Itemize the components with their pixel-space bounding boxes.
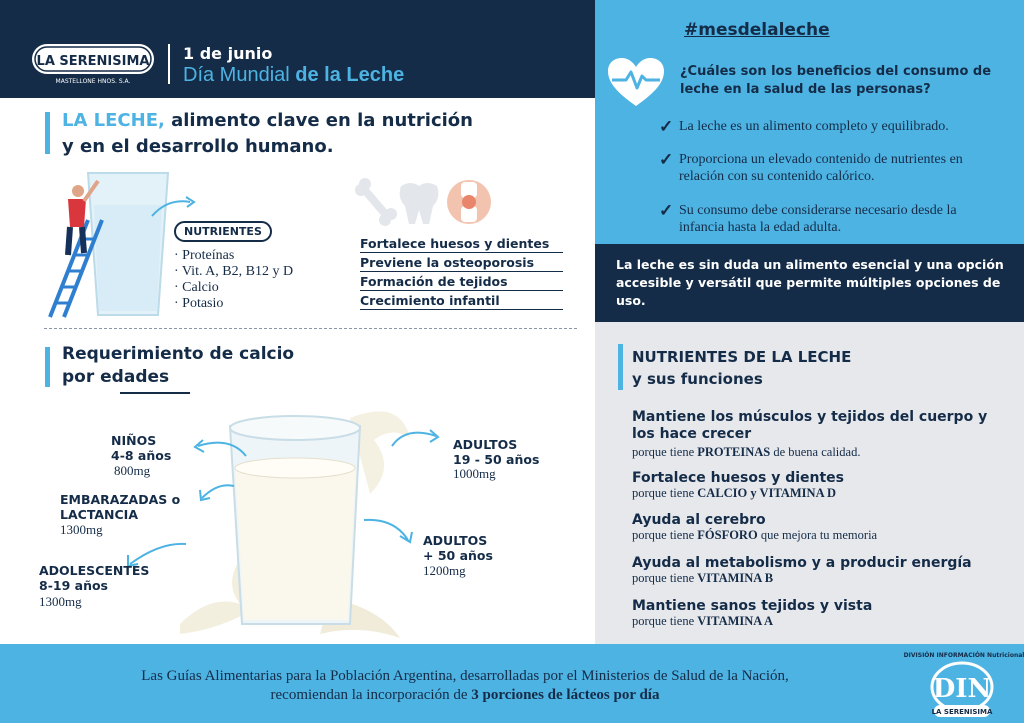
section-accent-bar (618, 344, 623, 390)
function-subtitle: porque tiene FÓSFORO que mejora tu memoria (632, 528, 878, 542)
age-group-label: ADULTOS 19 - 50 años (453, 437, 540, 467)
heart-pulse-icon (606, 56, 666, 108)
summary-text: La leche es sin duda un alimento esencial y una opción accesible y versátil que permite múltiples opciones de uso. (616, 257, 1004, 308)
function-subtitle: porque tiene PROTEINAS de buena calidad. (632, 445, 861, 459)
benefit-text: Proporciona un elevado contenido de nutrientes en relación con su contenido calórico. (679, 152, 963, 184)
svg-text:LA SERENISIMA: LA SERENISIMA (36, 54, 150, 69)
footer-line1: Las Guías Alimentarias para la Población Argentina, desarrolladas por el Ministerios de Salud de la Nación, (141, 668, 789, 684)
check-icon: ✓ (659, 117, 674, 136)
benefit-text: La leche es un alimento completo y equilibrado. (679, 119, 949, 134)
benefit-item (659, 118, 999, 135)
age-group-value: 1300mg (39, 594, 82, 609)
age-group-value: 1000mg (453, 466, 496, 481)
function-title: Mantiene sanos tejidos y vista (632, 598, 873, 614)
arrow-icon (388, 424, 444, 450)
section-accent-bar (45, 347, 50, 387)
health-icons (355, 178, 495, 226)
svg-text:DIVISIÓN INFORMACIÓN Nutricion: DIVISIÓN INFORMACIÓN Nutricional (903, 652, 1024, 659)
calcium-title-line2: por edades (62, 367, 170, 387)
benefit-item (659, 151, 999, 185)
footer-line2: recomiendan la incorporación de 3 porciones de lácteos por día (270, 687, 660, 703)
header-separator (168, 44, 170, 84)
age-group-value: 1300mg (60, 522, 103, 537)
nutrient-item: · Proteínas (174, 248, 235, 263)
function-title: Ayuda al cerebro (632, 512, 766, 528)
benefits-question: ¿Cuáles son los beneficios del consumo de leche en la salud de las personas? (680, 64, 992, 97)
function-title: Mantiene los músculos y tejidos del cuerpo y los hace crecer (632, 409, 988, 442)
age-group-label: NIÑOS 4-8 años (111, 433, 172, 463)
section-divider (44, 328, 577, 329)
age-group-label: EMBARAZADAS o LACTANCIA (60, 492, 181, 522)
milk-benefit: Fortalece huesos y dientes (360, 236, 563, 253)
milk-benefit: Previene la osteoporosis (360, 255, 563, 272)
benefit-text: Su consumo debe considerarse necesario desde la infancia hasta la edad adulta. (679, 203, 957, 235)
tooth-icon (400, 183, 439, 224)
arrow-icon (150, 196, 196, 218)
nutrient-functions-title-line1: NUTRIENTES DE LA LECHE (632, 348, 852, 366)
milk-benefit: Formación de tejidos (360, 274, 563, 291)
nutrient-item: · Potasio (174, 296, 224, 311)
svg-text:MASTELLONE HNOS. S.A.: MASTELLONE HNOS. S.A. (55, 78, 131, 85)
nutrient-item: · Calcio (174, 280, 219, 295)
check-icon: ✓ (659, 201, 674, 220)
function-subtitle: porque tiene VITAMINA B (632, 571, 774, 585)
benefit-item (659, 202, 999, 236)
arrow-icon (190, 432, 250, 458)
nutrient-item: · Vit. A, B2, B12 y D (174, 264, 294, 279)
milk-section-title (62, 108, 473, 160)
milk-title-accent: LA LECHE, (62, 110, 165, 131)
milk-benefit: Crecimiento infantil (360, 293, 563, 310)
function-subtitle: porque tiene VITAMINA A (632, 614, 774, 628)
calcium-title (62, 343, 294, 389)
event-title-light: Día Mundial (183, 64, 290, 86)
nutrient-functions-title (632, 346, 851, 390)
age-group-label: ADULTOS + 50 años (423, 533, 493, 563)
age-group-value: 1200mg (423, 563, 466, 578)
function-title: Ayuda al metabolismo y a producir energía (632, 555, 972, 571)
title-underline (120, 392, 190, 394)
svg-text:LA SERENISIMA: LA SERENISIMA (931, 708, 993, 716)
event-date: 1 de junio (183, 44, 273, 63)
age-group-label: ADOLESCENTES 8-19 años (39, 563, 150, 593)
bone-icon (355, 178, 397, 226)
event-title-bold: de la Leche (295, 64, 405, 86)
nutrient-functions-title-line2: y sus funciones (632, 370, 763, 388)
age-group-value: 800mg (114, 463, 151, 478)
function-title: Fortalece huesos y dientes (632, 470, 845, 486)
footer-text (30, 667, 900, 705)
glass-ladder-illustration (40, 165, 180, 325)
check-icon: ✓ (659, 150, 674, 169)
joint-icon (447, 180, 491, 224)
section-accent-bar (45, 112, 50, 154)
milk-title-line2: y en el desarrollo humano. (62, 136, 334, 157)
function-subtitle: porque tiene CALCIO y VITAMINA D (632, 486, 837, 500)
event-title (183, 64, 404, 87)
din-logo (903, 645, 1024, 721)
calcium-title-line1: Requerimiento de calcio (62, 344, 295, 364)
arrow-icon (196, 480, 236, 506)
arrow-icon (360, 516, 416, 546)
la-serenisima-logo (30, 42, 156, 86)
svg-text:DIN: DIN (932, 674, 992, 704)
milk-title-rest: alimento clave en la nutrición (164, 110, 473, 131)
nutrients-pill: NUTRIENTES (174, 221, 272, 242)
hashtag: #mesdelaleche (684, 20, 830, 40)
